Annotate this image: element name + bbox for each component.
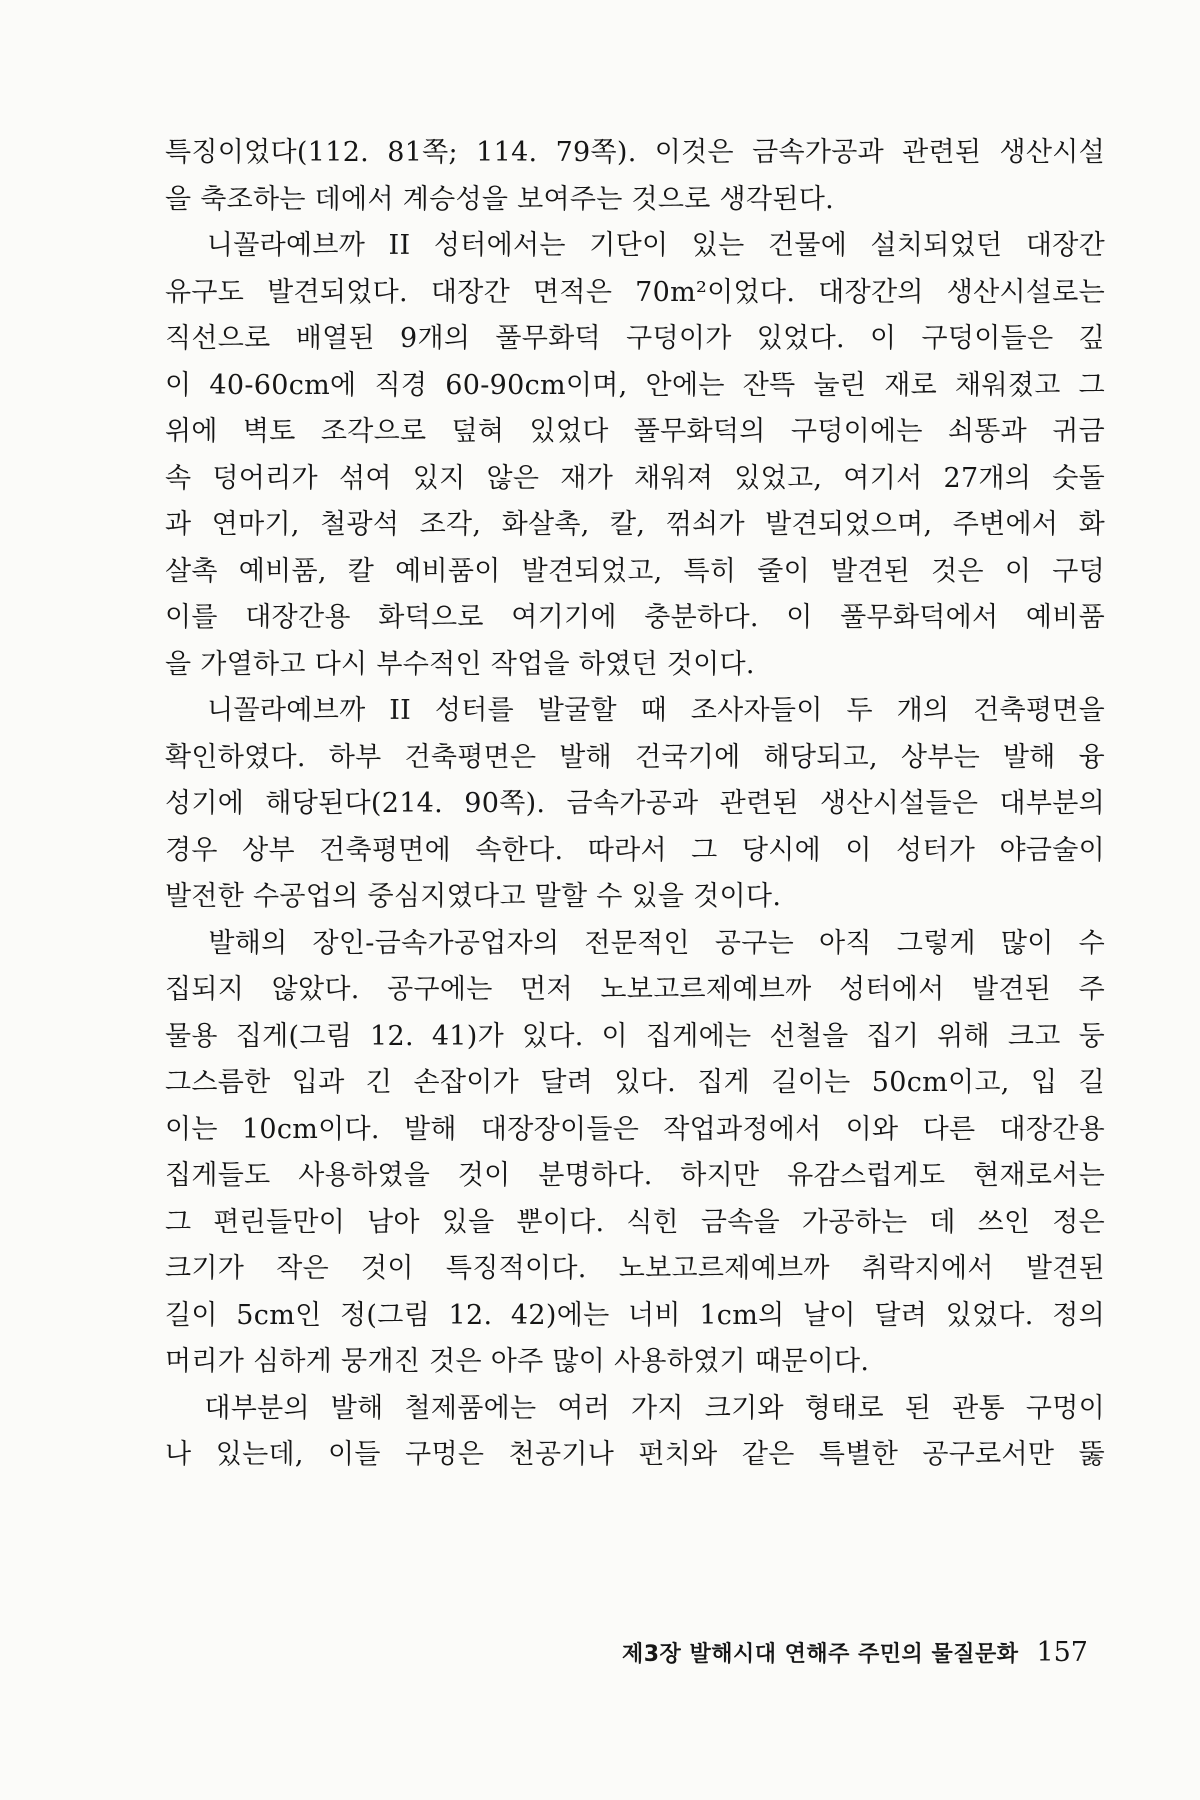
text-line: 니꼴라예브까 II 성터에서는 기단이 있는 건물에 설치되었던 대장간 <box>165 230 1105 261</box>
body-text <box>165 130 1105 1479</box>
text-line: 니꼴라예브까 II 성터를 발굴할 때 조사자들이 두 개의 건축평면을 <box>165 695 1105 726</box>
text-line: 직선으로 배열된 9개의 풀무화덕 구덩이가 있었다. 이 구덩이들은 깊 <box>165 323 1105 354</box>
text-line: 발해의 장인-금속가공업자의 전문적인 공구는 아직 그렇게 많이 수 <box>165 927 1105 959</box>
text-line: 발전한 수공업의 중심지였다고 말할 수 있을 것이다. <box>165 881 782 912</box>
text-line: 이는 10cm이다. 발해 대장장이들은 작업과정에서 이와 다른 대장간용 <box>165 1113 1105 1145</box>
text-line: 경우 상부 건축평면에 속한다. 따라서 그 당시에 이 성터가 야금술이 <box>165 834 1105 866</box>
text-line: 특징이었다(112. 81쪽; 114. 79쪽). 이것은 금속가공과 관련된 생산시설 <box>165 137 1105 168</box>
text-line: 속 덩어리가 섞여 있지 않은 재가 채워져 있었고, 여기서 27개의 숫돌 <box>165 462 1105 494</box>
text-line: 을 가열하고 다시 부수적인 작업을 하였던 것이다. <box>165 648 755 680</box>
text-line: 을 축조하는 데에서 계승성을 보여주는 것으로 생각된다. <box>165 183 834 215</box>
text-line: 대부분의 발해 철제품에는 여러 가지 크기와 형태로 된 관통 구멍이 <box>165 1392 1105 1424</box>
text-line: 물용 집게(그림 12. 41)가 있다. 이 집게에는 선철을 집기 위해 크고 둥 <box>165 1020 1105 1052</box>
text-line: 크기가 작은 것이 특징적이다. 노보고르제예브까 취락지에서 발견된 <box>165 1253 1105 1284</box>
text-line: 그스름한 입과 긴 손잡이가 달려 있다. 집게 길이는 50cm이고, 입 길 <box>165 1067 1105 1098</box>
text-line: 이 40-60cm에 직경 60-90cm이며, 안에는 잔뜩 눌린 재로 채워졌고 그 <box>165 369 1105 401</box>
text-line: 위에 벽토 조각으로 덮혀 있었다 풀무화덕의 구덩이에는 쇠똥과 귀금 <box>165 416 1105 447</box>
text-line: 살촉 예비품, 칼 예비품이 발견되었고, 특히 줄이 발견된 것은 이 구덩 <box>165 555 1105 587</box>
text-line: 성기에 해당된다(214. 90쪽). 금속가공과 관련된 생산시설들은 대부분의 <box>165 788 1105 819</box>
page-footer <box>622 1633 1088 1675</box>
text-line: 집게들도 사용하였을 것이 분명하다. 하지만 유감스럽게도 현재로서는 <box>165 1160 1105 1191</box>
text-line: 집되지 않았다. 공구에는 먼저 노보고르제예브까 성터에서 발견된 주 <box>165 974 1105 1005</box>
text-line: 길이 5cm인 정(그림 12. 42)에는 너비 1cm의 날이 달려 있었다. 정의 <box>165 1299 1105 1331</box>
text-line: 머리가 심하게 뭉개진 것은 아주 많이 사용하였기 때문이다. <box>165 1346 870 1377</box>
text-line: 그 편린들만이 남아 있을 뿐이다. 식힌 금속을 가공하는 데 쓰인 정은 <box>165 1206 1105 1238</box>
text-line: 과 연마기, 철광석 조각, 화살촉, 칼, 꺾쇠가 발견되었으며, 주변에서 화 <box>165 509 1105 540</box>
text-line: 이를 대장간용 화덕으로 여기기에 충분하다. 이 풀무화덕에서 예비품 <box>165 602 1105 633</box>
text-line: 유구도 발견되었다. 대장간 면적은 70m²이었다. 대장간의 생산시설로는 <box>165 276 1105 308</box>
text-line: 확인하였다. 하부 건축평면은 발해 건국기에 해당되고, 상부는 발해 융 <box>165 741 1105 773</box>
text-line: 나 있는데, 이들 구멍은 천공기나 펀치와 같은 특별한 공구로서만 뚫 <box>165 1439 1105 1470</box>
page-number: 157 <box>1036 1637 1088 1668</box>
running-footer-chapter-title: 제3장 발해시대 연해주 주민의 물질문화 <box>621 1642 1019 1667</box>
